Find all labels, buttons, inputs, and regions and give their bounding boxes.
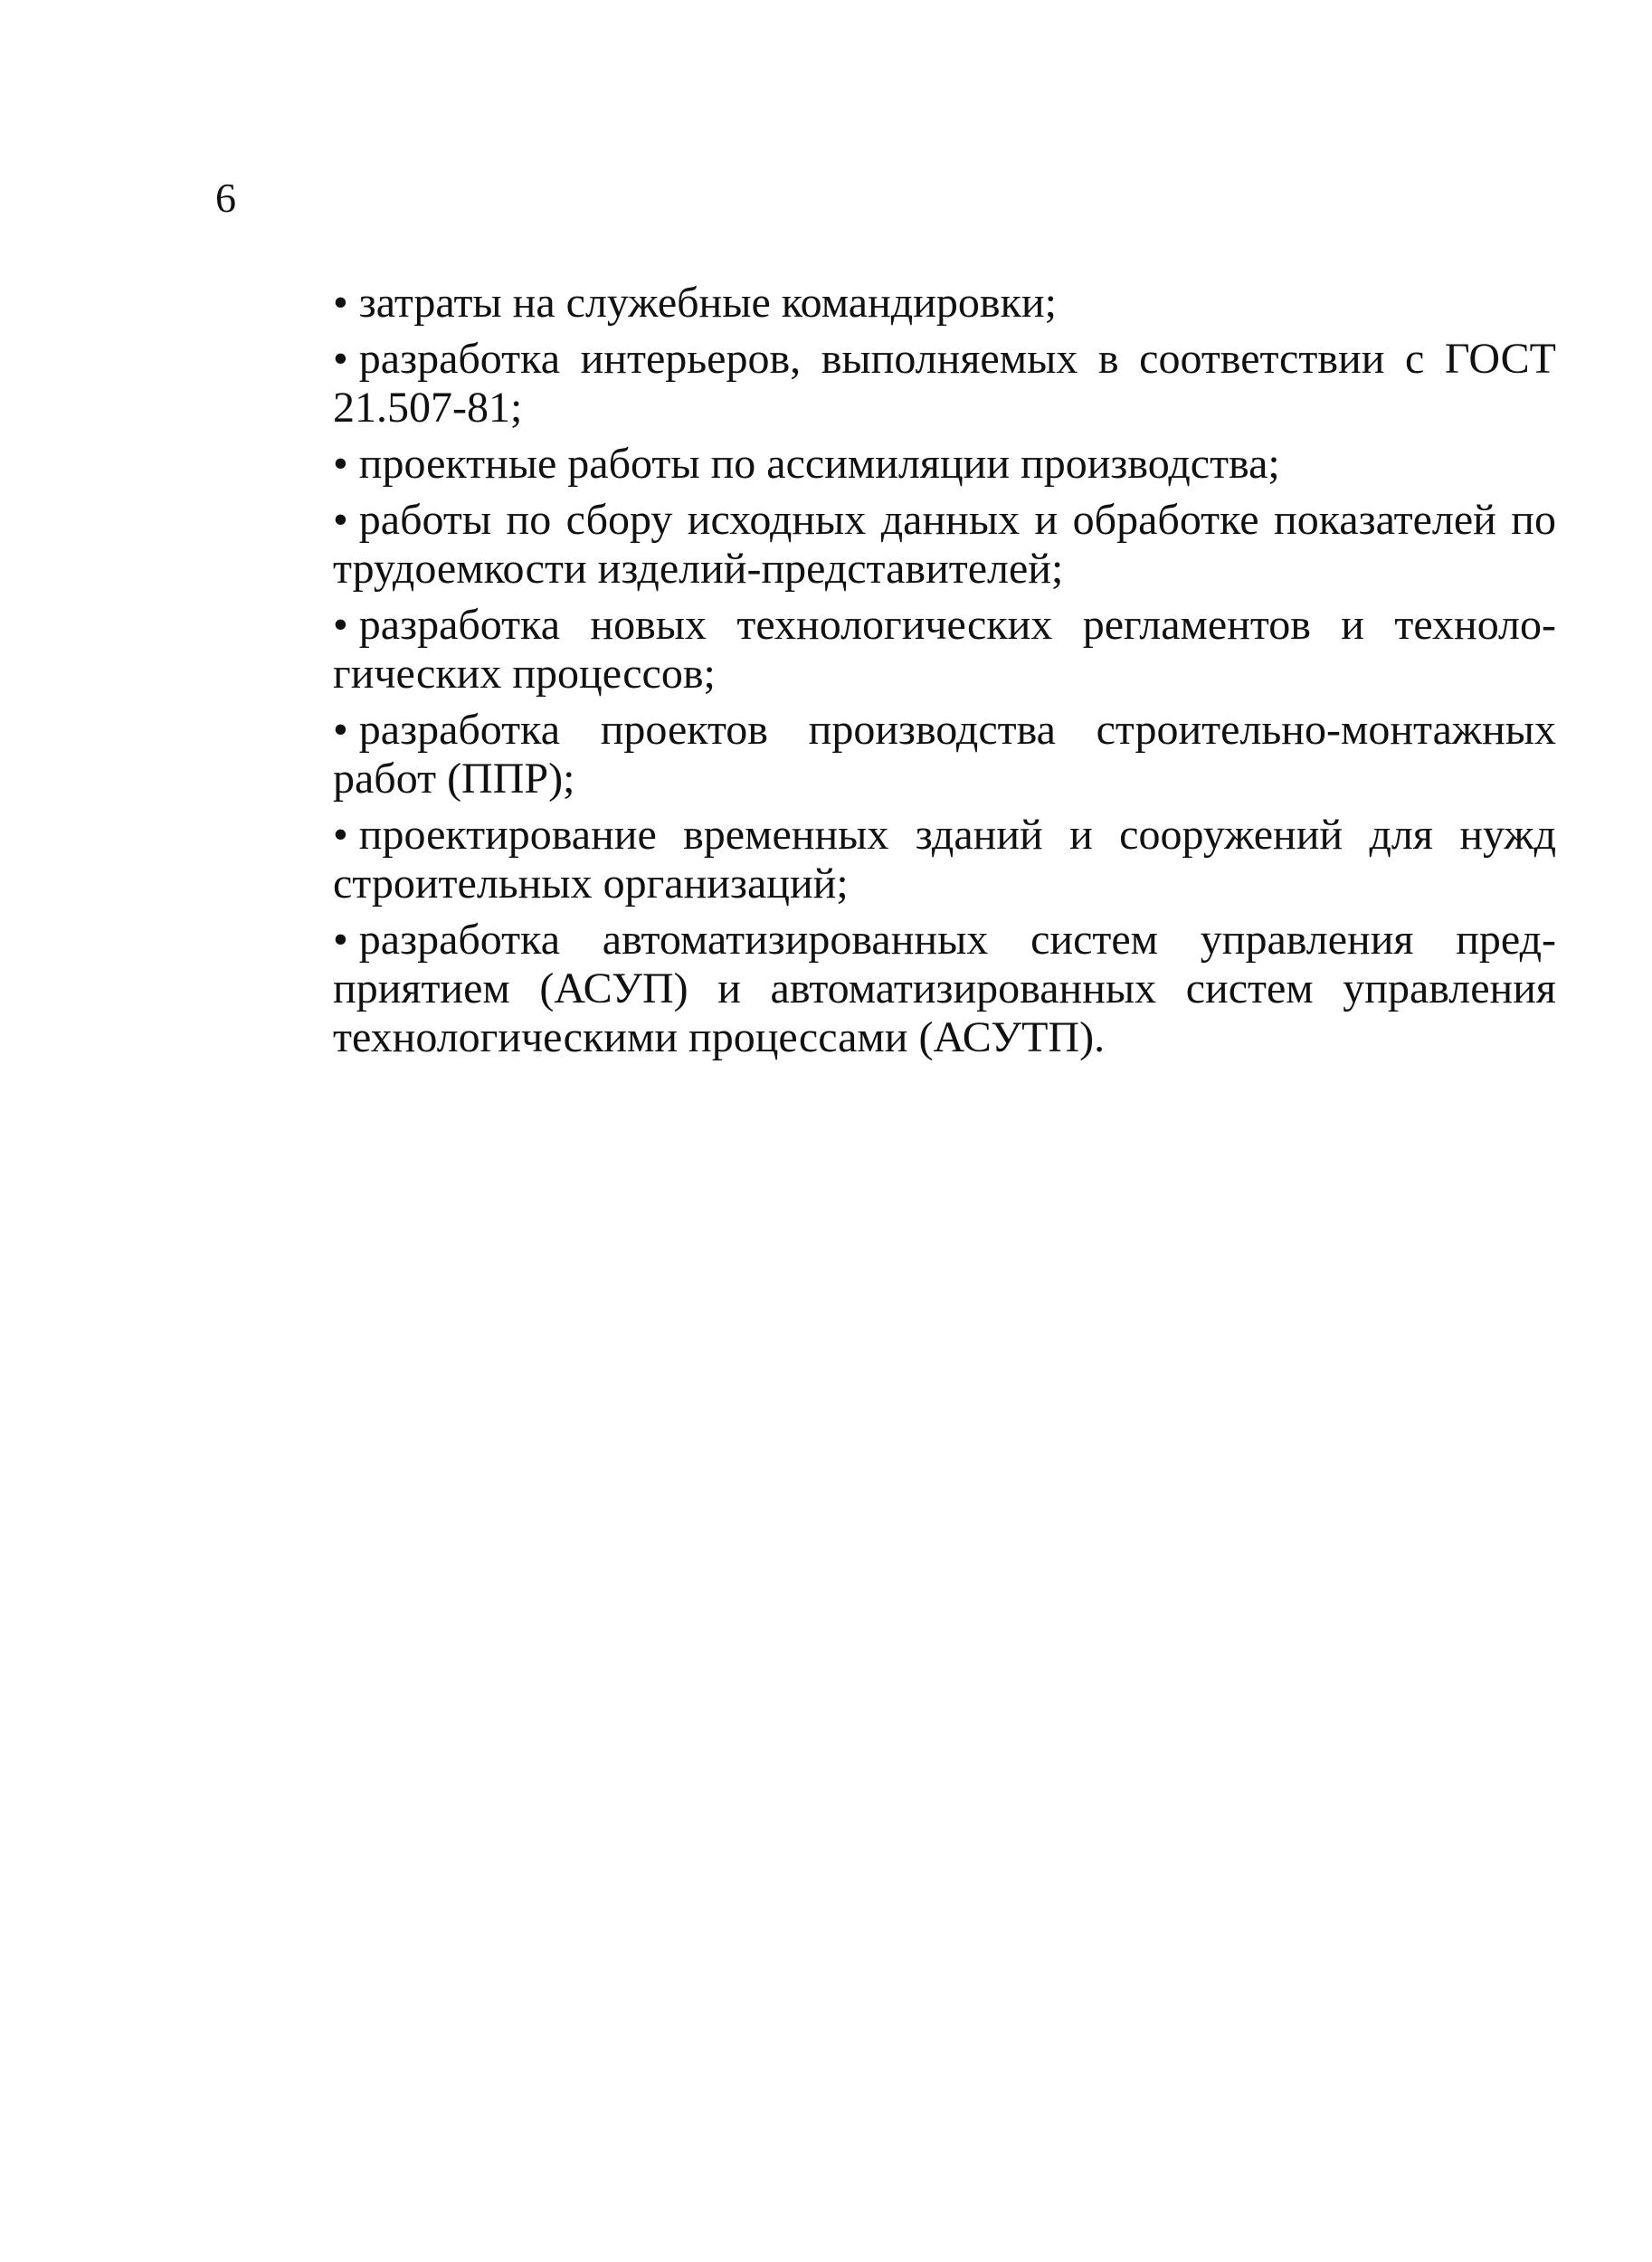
list-item-text: разработка новых технологических регламентов и технологических процессов; xyxy=(333,601,1556,698)
bullet-icon: • xyxy=(333,279,348,327)
list-item-text: проектные работы по ассимиляции производства; xyxy=(358,440,1280,488)
list-item xyxy=(333,916,1556,1062)
list-item xyxy=(333,440,1556,489)
bullet-icon: • xyxy=(333,440,348,488)
bullet-icon: • xyxy=(333,335,348,383)
bullet-icon: • xyxy=(333,811,348,859)
bullet-icon: • xyxy=(333,916,348,964)
list-item-text: затраты на служебные командировки; xyxy=(358,279,1057,327)
list-item-text: разработка интерьеров, выполняемых в соответствии с ГОСТ 21.507-81; xyxy=(333,335,1556,432)
list-item-text: разработка проектов производства строительно-монтажных работ (ППР); xyxy=(333,706,1556,803)
list-item-text: проектирование временных зданий и сооружений для нужд строительных организаций; xyxy=(333,811,1556,908)
list-item xyxy=(333,279,1556,328)
list-item xyxy=(333,706,1556,803)
bullet-icon: • xyxy=(333,706,348,754)
list-item-text: работы по сбору исходных данных и обработке показателей по трудоемкости изделий-представителей; xyxy=(333,496,1556,593)
list-item xyxy=(333,335,1556,432)
bullet-icon: • xyxy=(333,601,348,649)
list-item xyxy=(333,496,1556,594)
list-item xyxy=(333,601,1556,699)
page-number: 6 xyxy=(215,175,236,221)
list-item xyxy=(333,811,1556,908)
list-item-text: разработка автоматизированных систем управления предприятием (АСУП) и автоматизированных систем управления технологическими процессами (АСУТП). xyxy=(333,916,1556,1061)
bullet-icon: • xyxy=(333,496,348,544)
bullet-list xyxy=(333,279,1556,1069)
